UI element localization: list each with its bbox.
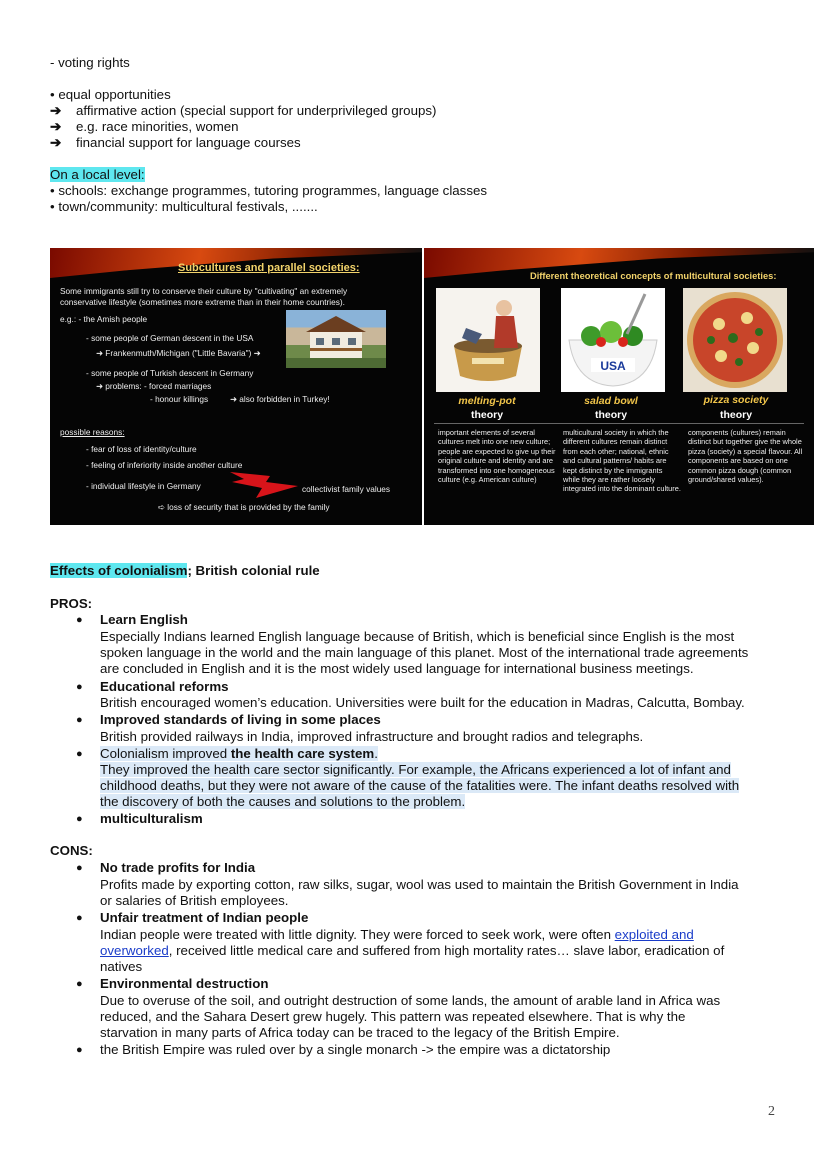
con-text: the British Empire was ruled over by a single monarch -> the empire was a dictatorship	[100, 1042, 611, 1057]
concept-sub: theory	[719, 409, 753, 421]
arrow-icon: ➔	[50, 103, 62, 118]
slide-text: - fear of loss of identity/culture	[86, 444, 197, 454]
cons-label: CONS:	[50, 843, 93, 858]
salad-bowl-image	[561, 288, 665, 392]
pro-text: British provided railways in India, improved infrastructure and brought radios and telegraphs.	[100, 729, 644, 744]
pros-label: PROS:	[50, 596, 93, 611]
arrow-item: ➔ e.g. race minorities, women	[50, 119, 239, 134]
bullet-icon: ●	[76, 748, 83, 760]
con-title: Environmental destruction	[100, 976, 269, 991]
slide-text: Some immigrants still try to conserve their culture by "cultivating" an extremely	[60, 286, 348, 296]
equal-opportunities: • equal opportunities	[50, 87, 171, 102]
concept-sub: theory	[594, 409, 628, 421]
bullet-icon: ●	[76, 714, 83, 726]
arrow-item: ➔ affirmative action (special support for underprivileged groups)	[50, 103, 437, 118]
concept-sub: theory	[470, 409, 504, 421]
slide-text: - individual lifestyle in Germany	[86, 481, 201, 491]
local-level-heading: On a local level:	[50, 167, 145, 182]
slide-text: - honour killings	[150, 394, 209, 404]
slide-concepts	[424, 248, 814, 525]
con-text: Indian people were treated with little dignity. They were forced to seek work, were often exploited and	[100, 927, 694, 942]
svg-text:USA: USA	[600, 359, 626, 373]
slide-text: ➜ Frankenmuth/Michigan ("Little Bavaria") ➜	[96, 348, 261, 358]
slide-text: ➪ loss of security that is provided by the family	[158, 502, 330, 512]
concept-name: melting-pot	[458, 395, 516, 407]
concept-name: salad bowl	[584, 395, 638, 407]
melting-pot-image	[436, 288, 540, 392]
slide-text: possible reasons:	[60, 427, 125, 437]
slide-text: collectivist family values	[302, 484, 391, 494]
divider	[434, 423, 804, 424]
concept-desc: components (cultures) remain distinct but together give the whole pizza (society) a special flavour. All components are based on one common pizza dough (common ground/shared values).	[688, 428, 803, 485]
con-title: No trade profits for India	[100, 860, 256, 875]
slide-title: Subcultures and parallel societies:	[178, 262, 360, 274]
concept-desc: multicultural society in which the different cultures remain distinct from each other; national, ethnic and cultural patterns/ habits are kept distinct by the immigrants while they are rather loosely integrated into the dominant culture.	[563, 428, 681, 494]
pro-title: Improved standards of living in some places	[100, 712, 381, 727]
pro-text: spoken language in the world and the main language of this planet. Most of the international trade agreements	[100, 645, 749, 660]
slide-text: - feeling of inferiority inside another culture	[86, 460, 243, 470]
pro-title: Colonialism improved the health care system.	[100, 746, 378, 761]
overworked-link[interactable]: overworked	[100, 943, 169, 958]
concept-name: pizza society	[703, 394, 769, 406]
con-text: Due to overuse of the soil, and outright destruction of some lands, the amount of arable land in Africa was	[100, 993, 721, 1008]
arrow-item: ➔ financial support for language courses	[50, 135, 301, 150]
con-text: or salaries of British employees.	[100, 893, 289, 908]
bavarian-house-image	[286, 310, 386, 368]
arrow-icon: ➔	[50, 135, 62, 150]
page-number: 2	[768, 1104, 775, 1119]
local-item: • schools: exchange programmes, tutoring programmes, language classes	[50, 183, 488, 198]
local-item: • town/community: multicultural festivals, .......	[50, 199, 318, 214]
pro-text: They improved the health care sector significantly. For example, the Africans experienced a lot of infant and	[100, 762, 731, 777]
bullet-icon: ●	[76, 614, 83, 626]
bullet-icon: ●	[76, 862, 83, 874]
slide-text: - some people of Turkish descent in Germany	[86, 368, 254, 378]
lightning-icon	[230, 470, 298, 498]
voting-rights: - voting rights	[50, 55, 130, 70]
slide-text: ➜ also forbidden in Turkey!	[230, 394, 330, 404]
slide-text: e.g.: - the Amish people	[60, 314, 148, 324]
pizza-image	[683, 288, 787, 392]
slide-subcultures	[50, 248, 422, 525]
pro-text: the discovery of both the causes and solutions to the problem.	[100, 794, 466, 809]
pro-text: childhood deaths, but they were not aware of the cause of the fatalities were. The infant deaths resolved with	[100, 778, 740, 793]
concept-desc: important elements of several cultures melt into one new culture; people are expected to give up their original culture and identity and are transformed into one homogeneous culture (e.g. American culture)	[438, 428, 556, 485]
bullet-icon: ●	[76, 912, 83, 924]
slide-text: ➜ problems: - forced marriages	[96, 381, 212, 391]
exploited-link[interactable]: exploited and	[614, 927, 694, 942]
con-text: natives	[100, 959, 143, 974]
pro-text: Especially Indians learned English language because of British, which is beneficial since English is the most	[100, 629, 735, 644]
bullet-icon: ●	[76, 978, 83, 990]
pro-title: Learn English	[100, 612, 188, 627]
con-text: reduced, and the Sahara Desert grew hugely. This pattern was repeated elsewhere. That is why the	[100, 1009, 686, 1024]
bullet-icon: ●	[76, 681, 83, 693]
con-title: Unfair treatment of Indian people	[100, 910, 309, 925]
pro-text: British encouraged women’s education. Universities were built for the education in Madras, Calcutta, Bombay.	[100, 695, 745, 710]
bullet-icon: ●	[76, 813, 83, 825]
arrow-icon: ➔	[50, 119, 62, 134]
con-text: overworked, received little medical care and suffered from high mortality rates… slave labor, eradication of	[100, 943, 725, 958]
con-text: starvation in many parts of Africa today can be traced to the legacy of the British Empire.	[100, 1025, 620, 1040]
slide-text: conservative lifestyle (sometimes more extreme than in their home countries).	[60, 297, 345, 307]
pro-title: multiculturalism	[100, 811, 203, 826]
section-heading: Effects of colonialism; British colonial rule	[50, 563, 320, 578]
pro-text: are concluded in English and it is the most widely used language for international business meetings.	[100, 661, 694, 676]
slide-title: Different theoretical concepts of multicultural societies:	[530, 271, 777, 281]
pro-title: Educational reforms	[100, 679, 229, 694]
con-text: Profits made by exporting cotton, raw silks, sugar, wool was used to maintain the British Government in India	[100, 877, 739, 892]
bullet-icon: ●	[76, 1044, 83, 1056]
slide-text: - some people of German descent in the USA	[86, 333, 254, 343]
